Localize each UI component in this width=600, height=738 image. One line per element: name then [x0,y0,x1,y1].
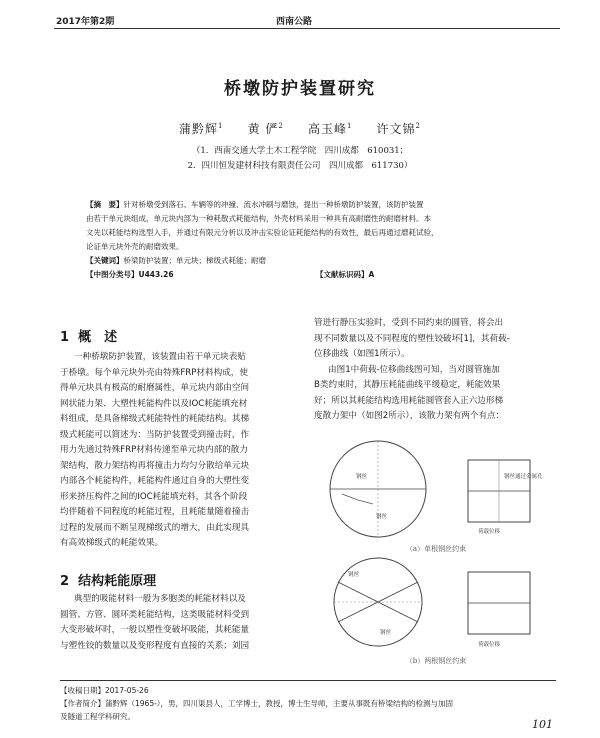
label-wire: 钢丝 [376,514,388,520]
footnote [60,684,560,723]
label-load-displacement: 荷载位移 [478,642,501,648]
classification-label: 【中图分类号】 [86,270,139,279]
doc-code-value: A [368,270,375,279]
body-line: 由图1中荷载-位移曲线图可知，当对圆管施加 [328,364,500,375]
leader-line [342,494,373,504]
section-2-body [60,592,300,654]
keywords-label: 【关键词】 [86,256,124,265]
author-name: 许文锦 [376,122,416,136]
body-line: 典型的吸能材料一般为多胞类的耗能材料以及 [74,594,246,604]
affiliation-1: （1．西南交通大学土木工程学院 四川成都 610031； [191,146,409,156]
received-date: 【收稿日期】2017-05-26 [60,686,149,695]
body-line: 用力先通过特殊FRP材料传递至单元块内部的散力 [60,445,248,455]
body-line: 管进行静压实验时，受到不同约束的圆管，将会出 [314,318,504,328]
body-line: 料组成，是具备梯级式耗能特性的耗能结构。其梯 [60,414,250,424]
section-number: 1 [60,330,70,345]
body-line: 一种桥墩防护装置，该装置由若干单元块表贴 [74,352,246,362]
label-wire: 钢丝 [356,474,368,480]
section-1-heading [60,326,117,345]
author-name: 黄 俨 [247,122,279,136]
abstract-line: 论证单元块外壳的耐磨效果。 [86,242,184,251]
body-line: 度散力架中（如图2所示），该散力架有两个有点： [314,411,505,421]
section-1-body [60,350,300,552]
figure-a-caption: （a）单根钢丝约束 [405,545,467,553]
author-affil: 1 [218,122,224,130]
body-line: 得单元块具有极高的耐磨属性，单元块内部由空间 [60,383,250,393]
section-title: 结构耗能原理 [78,574,157,589]
journal-name: 西南公路 [276,17,313,27]
abstract-label: 【摘 要】 [86,200,124,209]
body-line: 形来挤压构件之间的IOC耗能填充料，其各个阶段 [60,491,248,502]
body-line: 有高效梯级式的耗能效果。 [60,538,164,548]
page-number: 101 [532,718,553,731]
doc-code-label: 【文献标识码】 [316,270,369,279]
classification-value: U443.26 [138,270,174,279]
author-affil: 2 [278,122,284,130]
affiliation-2: 2．四川恒发建材科技有限责任公司 四川成都 611730） [187,161,413,171]
author-affil: 2 [415,122,421,130]
label-load-displacement: 荷载位移 [478,529,501,535]
author-bio: 【作者简介】蒲黔辉（1965-），男，四川渠县人，工学博士，教授，博士生导师，主要从事既有桥梁结构的检测与加固 [60,699,454,708]
journal-issue: 2017年第2期 [56,17,115,27]
header-rule [54,28,560,29]
author-bio: 及隧道工程学科研究。 [60,712,135,721]
body-line: 位移曲线（如图1所示）。 [314,349,410,359]
body-line: B类约束时，其静压耗能曲线平缓稳定，耗能效果 [314,380,501,390]
abstract-line: 针对桥墩受到落石、车辆等的冲撞、流水冲刷与磨蚀，提出一种桥墩防护装置，该防护装置 [123,200,424,209]
body-line: 架结构，散力架结构再将撞击力均匀分散给单元块 [60,460,250,471]
body-line: 现不同数量以及不同程度的塑性铰破坏[1]，其荷载- [314,333,510,344]
body-line: 均伴随着不同程度的耗能过程，且耗能量随着撞击 [60,507,250,517]
paper-title: 桥墩防护装置研究 [224,79,376,99]
abstract-line: 文先以耗能结构选型入手，并通过有限元分析以及冲击实验论证耗能结构的有效性，最后再通过磨耗试验， [86,228,439,237]
label-wire-hole: 钢丝通过金属孔 [504,474,543,480]
body-line: 与塑性铰的数量以及变形程度有直接的关系；刘园 [60,640,250,651]
section-title: 概 述 [78,330,118,345]
author-affil: 1 [346,122,353,130]
body-line: 圆管、方管、圆环类耗能结构，这类吸能材料受到 [60,609,250,620]
body-line: 于桥墩。每个单元块外壳由特殊FRP材料构成，使 [60,367,248,378]
right-column-body [314,316,554,425]
abstract-line: 由若干单元块组成，单元块内部为一种耗散式耗能结构，外壳材料采用一种具有高耐磨性的耐磨材料。本 [86,214,431,223]
body-line: 级式耗能可以简述为：当防护装置受到撞击时，作 [60,429,250,440]
author-name: 蒲黔辉 [179,122,219,136]
author-list [0,120,600,137]
body-line: 好；所以其耗能结构选用耗能圆管套入正六边形梯 [314,395,504,406]
label-wire: 钢丝 [380,630,392,636]
keywords-text: 桥梁防护装置；单元块；梯级式耗能；耐磨 [123,256,266,265]
section-2-heading [60,570,156,589]
body-line: 网状能力架、大塑性耗能构件以及IOC耗能填充材 [60,398,248,409]
section-number: 2 [60,574,70,589]
abstract [86,198,526,282]
body-line: 内部各个耗能构件，耗能构件通过自身的大塑性变 [60,476,250,486]
figure-b-diagram [318,554,554,654]
figure-b-caption: （b）两根钢丝约束 [405,657,467,665]
author-name: 高玉峰 [307,122,347,136]
body-line: 过程的发展而不断呈现梯级式的增大，由此实现具 [60,522,250,533]
label-wire: 钢丝 [348,572,360,578]
body-line: 大变形破坏时，一般以塑性变破坏吸能，其耗能量 [60,625,250,635]
footnote-rule [60,680,556,681]
figure-a-diagram [318,434,554,544]
